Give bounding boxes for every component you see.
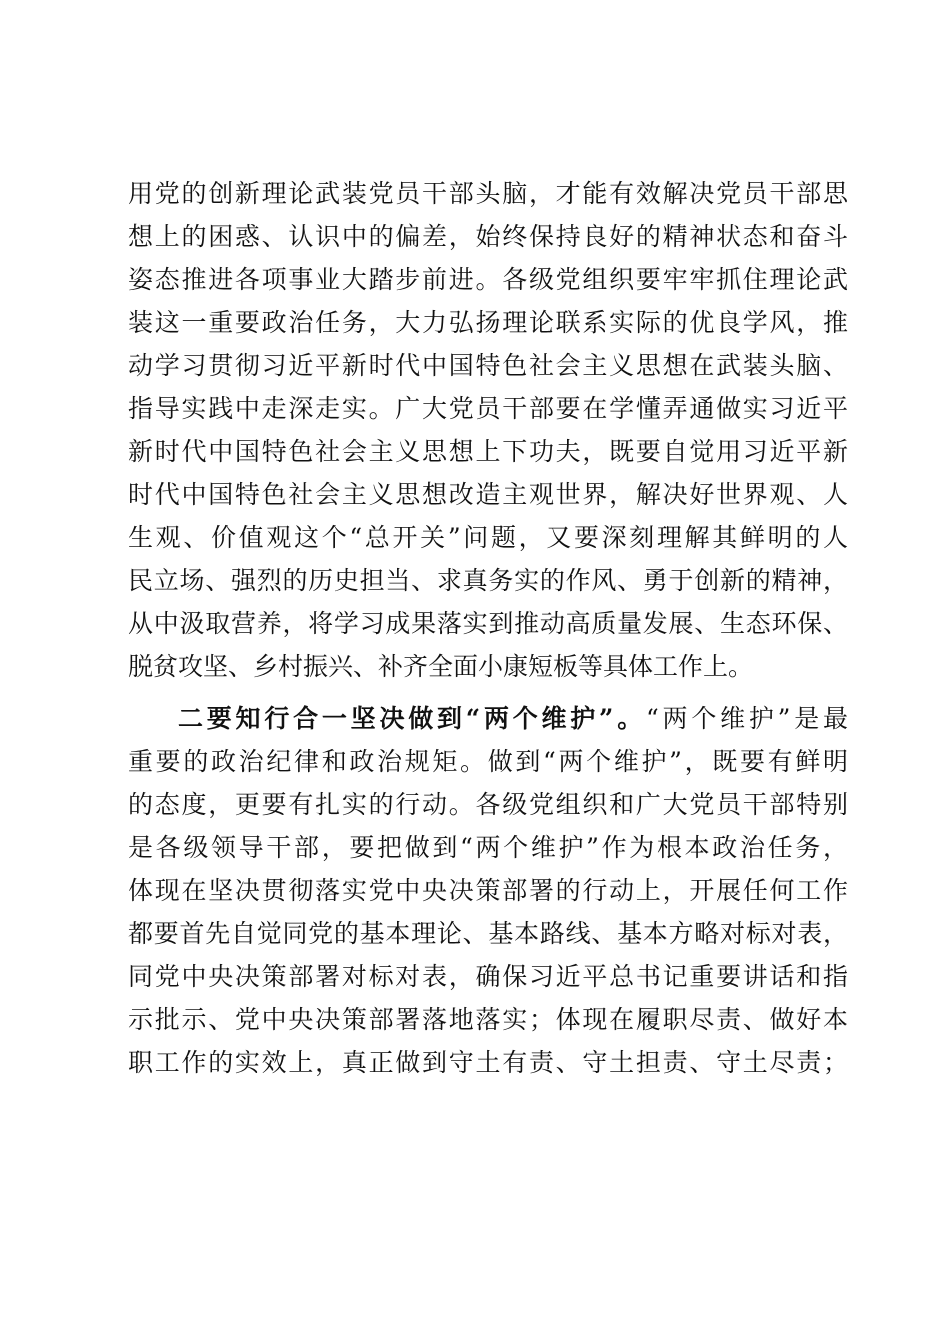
- text-line: 都要首先自觉同党的基本理论、基本路线、基本方略对标对表，: [128, 919, 848, 948]
- text-line: 指导实践中走深走实。广大党员干部要在学懂弄通做实习近平: [128, 394, 848, 423]
- text-line: 用党的创新理论武装党员干部头脑，才能有效解决党员干部思: [128, 179, 848, 208]
- text-line: 时代中国特色社会主义思想改造主观世界，解决好世界观、人: [128, 480, 848, 509]
- text-line: 体现在坚决贯彻落实党中央决策部署的行动上，开展任何工作: [128, 876, 848, 905]
- text-line: 脱贫攻坚、乡村振兴、补齐全面小康短板等具体工作上。: [128, 652, 754, 681]
- text-line: 是各级领导干部，要把做到“两个维护”作为根本政治任务，: [128, 833, 848, 862]
- text-line: 的态度，更要有扎实的行动。各级党组织和广大党员干部特别: [128, 790, 848, 819]
- section-heading: 二要知行合一坚决做到“两个维护”。: [178, 704, 646, 733]
- text-run: “两个维护”是最: [646, 704, 849, 733]
- paragraph-2-first-line: [128, 697, 848, 740]
- text-line: 动学习贯彻习近平新时代中国特色社会主义思想在武装头脑、: [128, 351, 848, 380]
- paragraph-2: [128, 697, 848, 1084]
- paragraph-gap: [128, 688, 848, 697]
- text-line: 装这一重要政治任务，大力弘扬理论联系实际的优良学风，推: [128, 308, 848, 337]
- text-line: 示批示、党中央决策部署落地落实；体现在履职尽责、做好本: [128, 1005, 848, 1034]
- text-line: 职工作的实效上，真正做到守土有责、守土担责、守土尽责；: [128, 1048, 848, 1077]
- text-line: 民立场、强烈的历史担当、求真务实的作风、勇于创新的精神，: [128, 566, 848, 595]
- body-text: [128, 172, 848, 1084]
- text-line: 姿态推进各项事业大踏步前进。各级党组织要牢牢抓住理论武: [128, 265, 848, 294]
- text-line: 生观、价值观这个“总开关”问题，又要深刻理解其鲜明的人: [128, 523, 848, 552]
- text-line: 同党中央决策部署对标对表，确保习近平总书记重要讲话和指: [128, 962, 848, 991]
- paragraph-1: [128, 172, 848, 688]
- text-line: 新时代中国特色社会主义思想上下功夫，既要自觉用习近平新: [128, 437, 848, 466]
- text-line: 想上的困惑、认识中的偏差，始终保持良好的精神状态和奋斗: [128, 222, 848, 251]
- text-line: 从中汲取营养，将学习成果落实到推动高质量发展、生态环保、: [128, 609, 848, 638]
- text-line: 重要的政治纪律和政治规矩。做到“两个维护”，既要有鲜明: [128, 747, 848, 776]
